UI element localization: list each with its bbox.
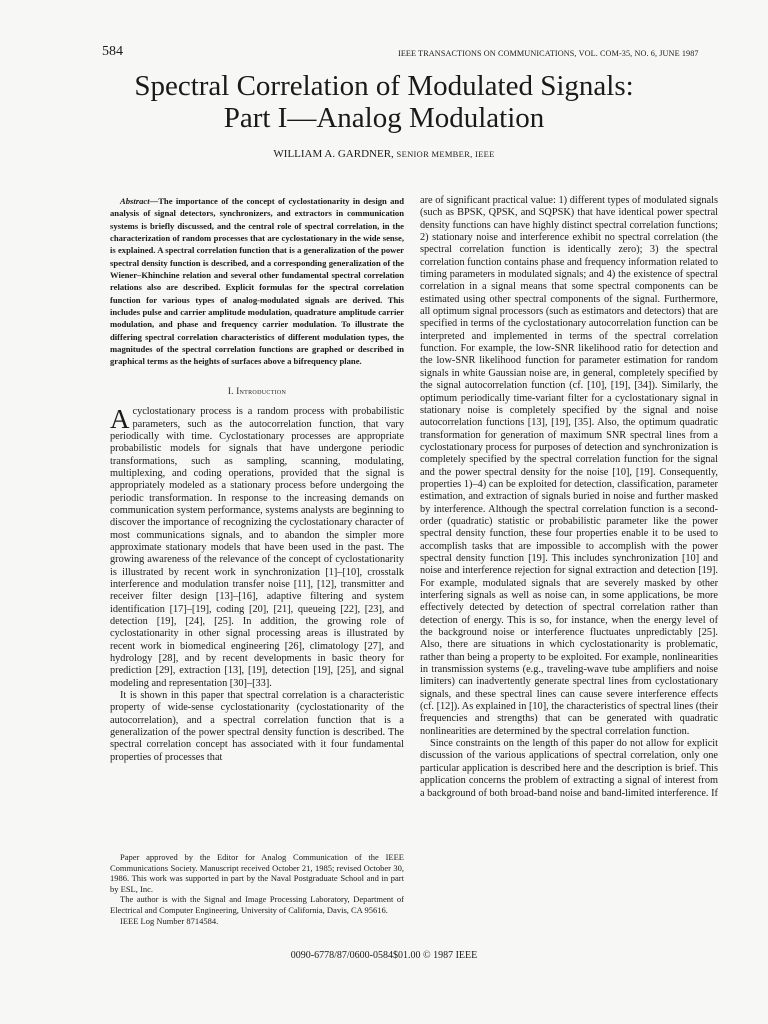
author-line	[100, 148, 668, 160]
abstract	[110, 195, 404, 368]
section-number: I.	[227, 385, 234, 396]
copyright-footer: 0090-6778/87/0600-0584$01.00 © 1987 IEEE	[290, 950, 478, 961]
footnote-affiliation: The author is with the Signal and Image Processing Laboratory, Department of Electrical and Computer Engineering, University of California, Davis, CA 95616.	[110, 894, 404, 915]
journal-header: IEEE TRANSACTIONS ON COMMUNICATIONS, VOL. COM-35, NO. 6, JUNE 1987	[398, 49, 699, 58]
right-column	[420, 195, 718, 800]
section-title: Introduction	[236, 385, 287, 396]
drop-cap: A	[110, 404, 130, 435]
section-heading	[110, 385, 404, 397]
paper-title-line-1: Spectral Correlation of Modulated Signals:	[134, 70, 634, 102]
abstract-text: The importance of the concept of cyclostationarity in design and analysis of signal detectors, synchronizers, and extractors in communication systems is briefly discussed, and the central role of spectral correlation, in the characterization of random processes that are cyclostationary in the wide sense, is explained. A spectral correlation function that is a generalization of the power spectral density function is described, and a corresponding generalization of the Wiener–Khinchine relation and several other fundamental spectral correlation relations also are described. Explicit formulas for the spectral correlation function for various types of analog-modulated signals are derived. This includes pulse and carrier amplitude modulation, quadrature amplitude carrier modulation, and phase and frequency carrier modulation. To illustrate the differing spectral correlation characteristics of different modulation types, the magnitudes of the spectral correlation functions are graphed or described in graphical terms as the heights of surfaces above a bifrequency plane.	[110, 196, 404, 367]
author-name: WILLIAM A. GARDNER,	[273, 148, 394, 160]
intro-paragraph-1	[110, 406, 404, 690]
intro-paragraph-1-text: cyclostationary process is a random process with probabilistic parameters, such as the autocorrelation function, that vary periodically with time. Cyclostationary processes are appropriate probabilistic models for signals that have undergone periodic transformations, such as sampling, scanning, modulating, multiplexing, and coding operations, provided that the signal is appropriately modeled as a stationary process before undergoing the periodic transformation. In response to the increasing demands on communication system performance, systems analysts are beginning to discover the importance of recognizing the cyclostationary character of most communications signals, and to abandon the simpler more approximate stationary models that have been used in the past. The growing awareness of the relevance of the concept of cyclostationarity is illustrated by recent work in synchronization [1]–[10], crosstalk interference and modulation transfer noise [11], [12], transmitter and receiver filter design [13]–[16], adaptive filtering and system identification [17]–[19], coding [20], [21], queueing [22], [23], and detection [19], [24], [25]. In addition, the growing role of cyclostationarity in other signal processing areas is illustrated by recent work in biomedical engineering [26], climatology [27], and hydrology [28], and by recent developments in basic theory for prediction [29], extraction [13], [19], detection [19], [25], and signal modeling and representation [30]–[33].	[110, 406, 404, 689]
footnote-log-number: IEEE Log Number 8714584.	[120, 915, 219, 926]
right-paragraph-1: are of significant practical value: 1) different types of modulated signals (such as BPSK, QPSK, and SQPSK) that have identical power spectral density functions can have highly distinct spectral correlation functions; 2) stationary noise and interference exhibit no spectral correlation (the spectral correlation function is identically zero); 3) the spectral correlation function contains phase and frequency information related to timing parameters in modulated signals; and 4) the existence of spectral correlation in a signal means that some spectral components can be estimated using other spectral components of the signal. Furthermore, all optimum signal processors (such as estimators and detectors) that are specified in terms of the cyclostationary autocorrelation function can be interpreted and implemented in terms of the spectral correlation function. For example, the low-SNR likelihood ratio for detection and the low-SNR likelihood function for parameter estimation for random signals in white Gaussian noise are, in general, completely specified by the signal autocorrelation function (cf. [10], [19], [34]). Similarly, the optimum periodically time-variant filter for a cyclostationary signal in stationary noise is completely specified by the signal and noise autocorrelation functions [13], [19], [35]. Also, the optimum quadratic transformation for generation of maximum SNR spectral lines from a cyclostationary process for purposes of detection and synchronization is completely specified by the spectral correlation function for the signal and the power spectral density for the noise [10], [19]. Consequently, properties 1)–4) can be exploited for detection, classification, parameter estimation, and extraction of signals buried in noise and further masked by interference. Although the spectral correlation function is a second-order (quadratic) statistic or probabilistic parameter like the power spectral density function, these four properties enable it to be used to accomplish tasks that are impossible to accomplish with the power spectral density function [19]. This includes synchronization [10] and noise and interference rejection for signal extraction and detection [19]. For example, modulated signals that are severely masked by other interfering signals as well as noise can, in some applications, be more effectively detected by detection of spectral correlation rather than detection of energy. This is so, for instance, when the energy level of the background noise or interference fluctuates unpredictably [25]. Also, there are situations in which cyclostationarity is problematic, rather than being a property to be exploited. For example, nonlinearities in transmission systems (e.g., traveling-wave tube amplifiers and noise limiters) can inadvertently generate spectral lines from cyclostationary signals, and these spectral lines can cause severe interference effects (cf. [12]). As explained in [10], the characteristics of spectral lines (their frequencies and strengths) that can be generated with quadratic nonlinearities are determined by the spectral correlation function.	[420, 195, 718, 737]
page-number: 584	[102, 44, 123, 59]
right-paragraph-2: Since constraints on the length of this paper do not allow for explicit discussion of the various applications of spectral correlation, only one particular application is described here and the description is brief. This application concerns the problem of extracting a signal of interest from a background of both broad-band noise and band-limited interference. If	[420, 738, 718, 799]
abstract-lead: Abstract—	[120, 196, 159, 206]
footnote-approval: Paper approved by the Editor for Analog Communication of the IEEE Communications Society. Manuscript received October 21, 1985; revised October 30, 1986. This work was supported in part by the Naval Postgraduate School and in part by ESL, Inc.	[110, 852, 404, 894]
left-column	[110, 195, 404, 764]
paper-title-line-2: Part I—Analog Modulation	[223, 102, 545, 134]
author-rank: SENIOR MEMBER, IEEE	[396, 149, 495, 159]
intro-paragraph-2: It is shown in this paper that spectral correlation is a characteristic property of wide-sense cyclostationarity (cyclostationarity of the autocorrelation), and a spectral correlation function that is a generalization of the power spectral density function is described. The spectral correlation concept has associated with it four fundamental properties of processes that	[110, 690, 404, 763]
footnotes	[110, 852, 404, 926]
